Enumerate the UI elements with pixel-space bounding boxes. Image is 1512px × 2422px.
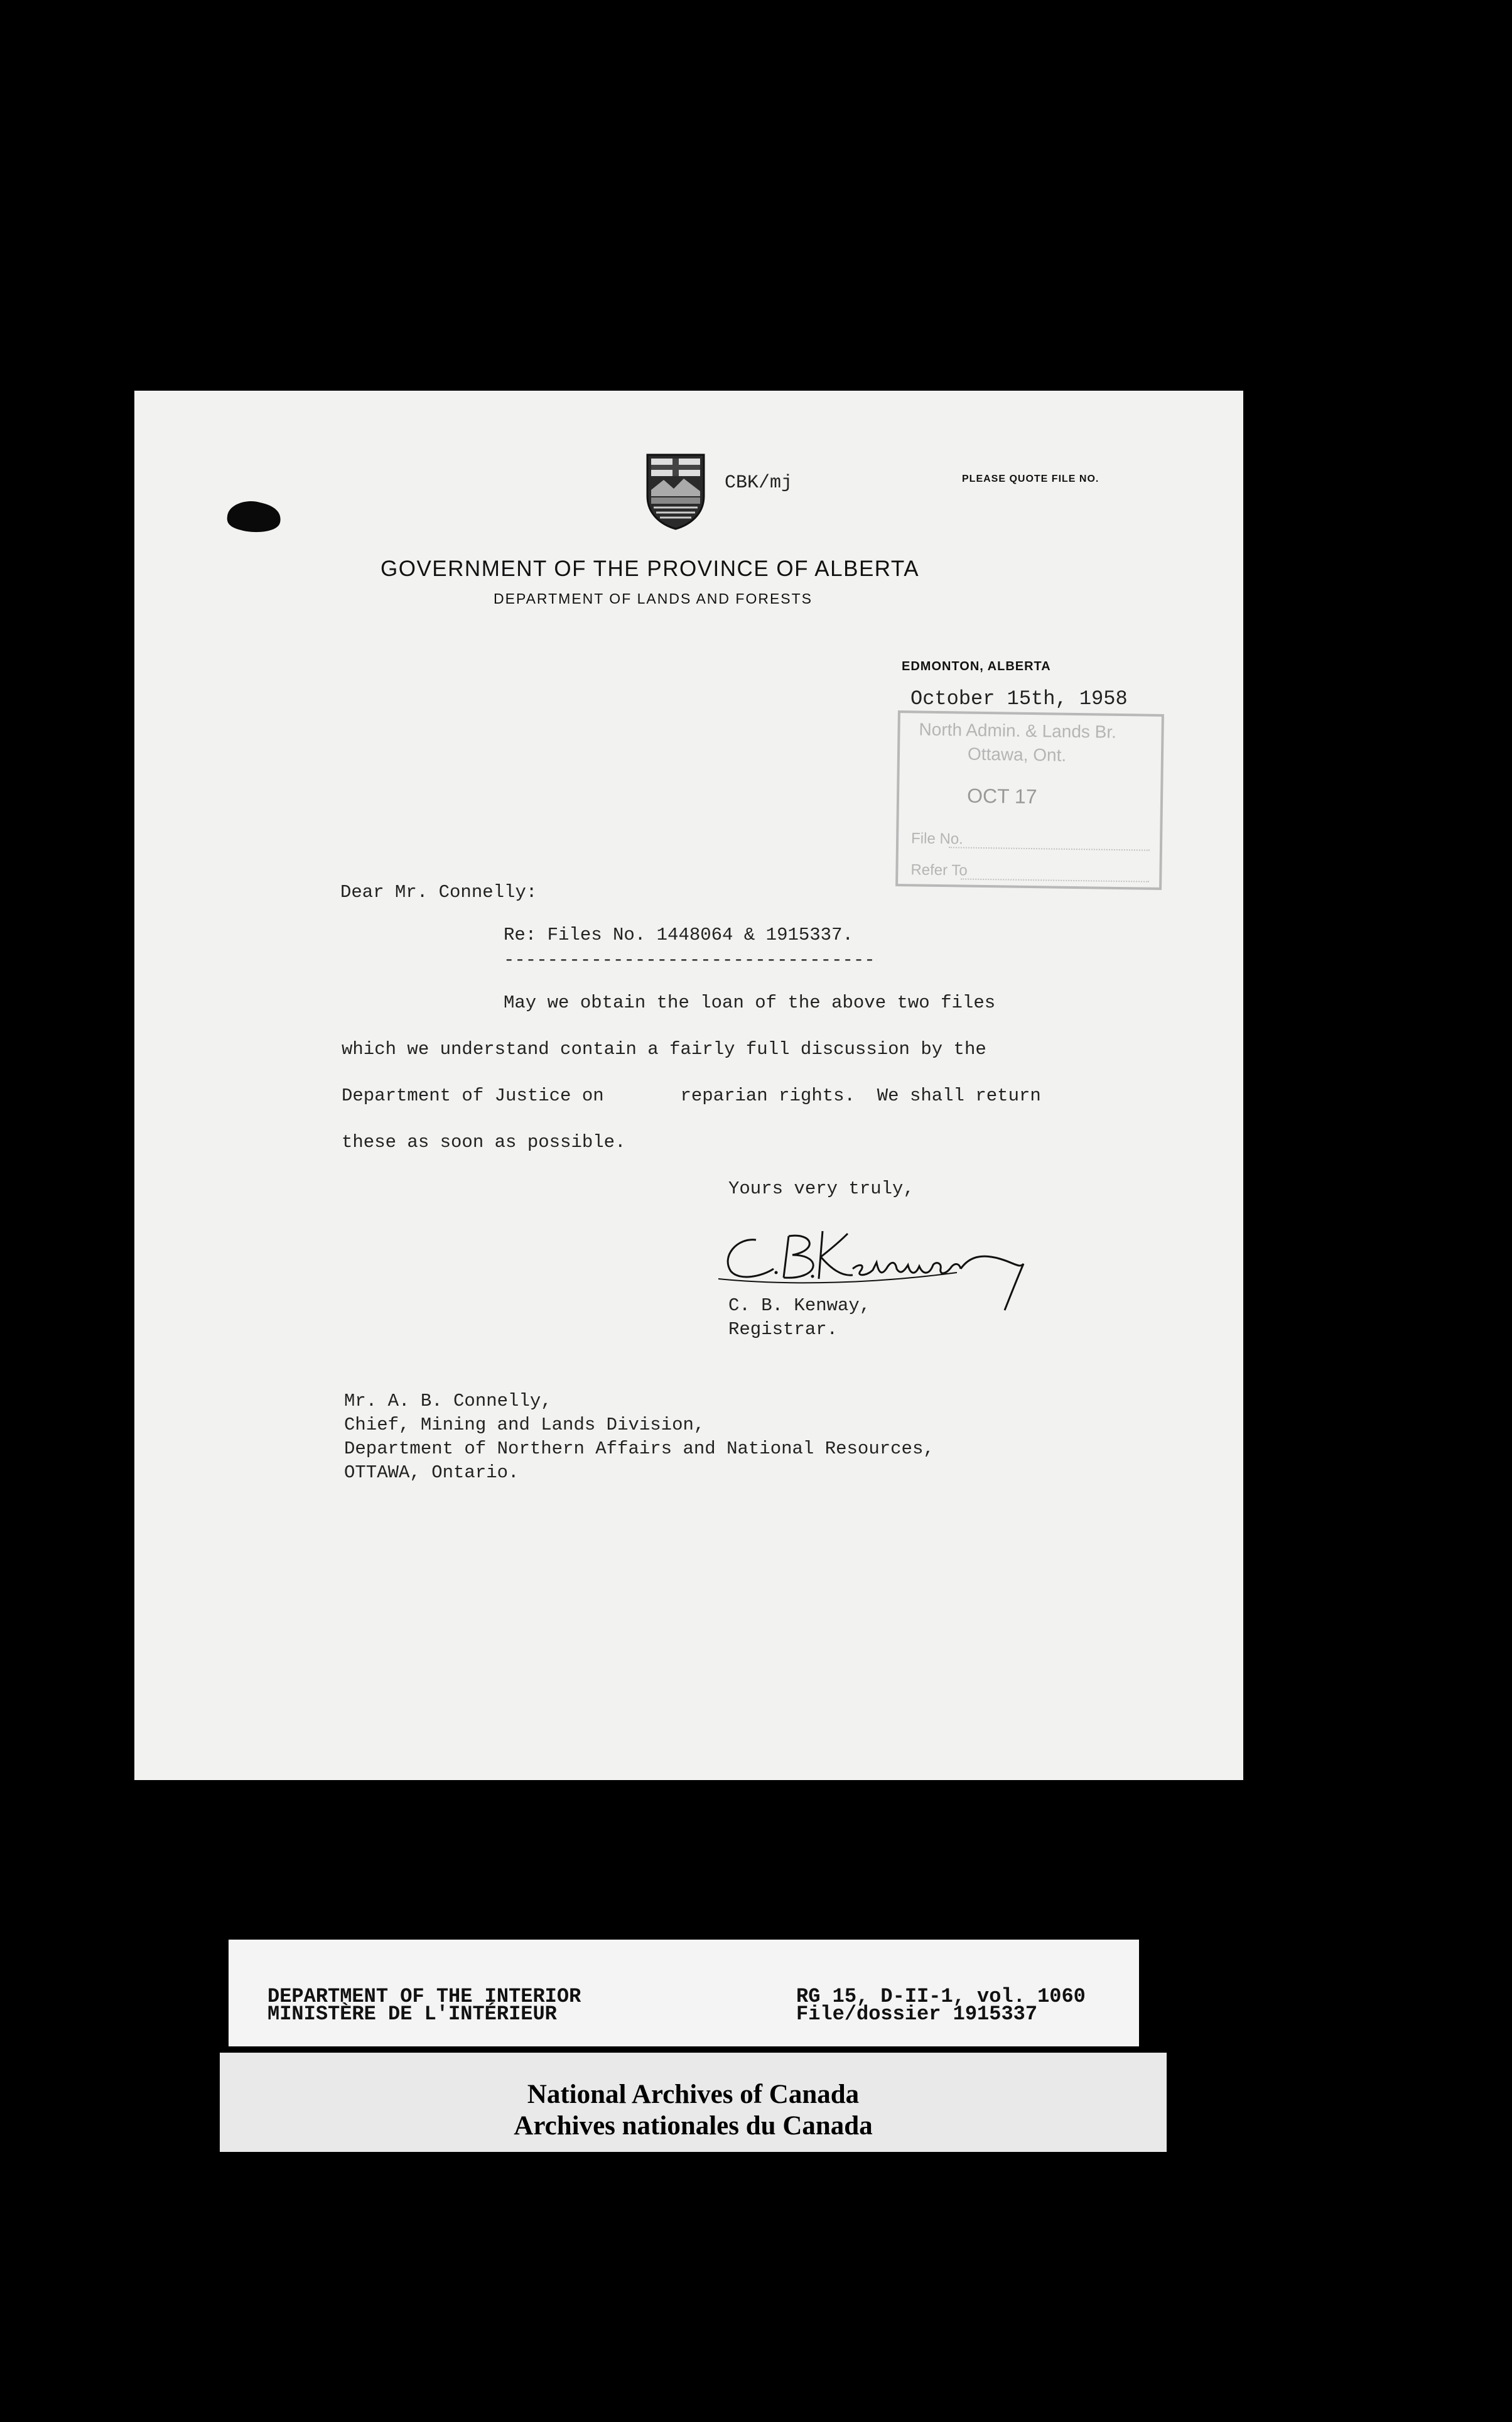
stamp-date: OCT 17	[966, 784, 1037, 808]
stamp-refer-rule	[961, 878, 1149, 882]
archives-name-label	[220, 2053, 1167, 2152]
paragraph-line: May we obtain the loan of the above two files	[504, 992, 996, 1013]
address-line: OTTAWA, Ontario.	[344, 1462, 519, 1483]
archives-name-french: Archives nationales du Canada	[514, 2111, 873, 2141]
subject-underline: ----------------------------------	[504, 950, 875, 970]
stamp-file-label: File No.	[910, 830, 963, 848]
stamp-location: Ottawa, Ont.	[967, 744, 1067, 765]
paragraph-line: Department of Justice on reparian rights. We shall return	[342, 1085, 1041, 1106]
letterhead-department: DEPARTMENT OF LANDS AND FORESTS	[494, 590, 813, 607]
letterhead-government: GOVERNMENT OF THE PROVINCE OF ALBERTA	[381, 557, 920, 581]
hole-punch-mark	[222, 497, 285, 535]
record-group: RG 15, D-II-1, vol. 1060	[796, 1985, 1086, 2008]
signatory-title: Registrar.	[728, 1319, 838, 1340]
archives-name-english: National Archives of Canada	[527, 2080, 860, 2109]
address-line: Mr. A. B. Connelly,	[344, 1391, 552, 1411]
letter-city: EDMONTON, ALBERTA	[902, 660, 1051, 673]
letter-date: October 15th, 1958	[910, 687, 1128, 710]
address-line: Department of Northern Affairs and National Resources,	[344, 1438, 934, 1459]
subject-line: Re: Files No. 1448064 & 1915337.	[504, 925, 853, 945]
paragraph-line: which we understand contain a fairly full discussion by the	[342, 1039, 986, 1060]
closing: Yours very truly,	[728, 1178, 914, 1199]
signatory-name: C. B. Kenway,	[728, 1295, 871, 1316]
department-english: DEPARTMENT OF THE INTERIOR	[267, 1985, 581, 2008]
archive-reference-label	[229, 1940, 1139, 2046]
department-french: MINISTÈRE DE L'INTÉRIEUR	[267, 2002, 557, 2026]
stamp-branch: North Admin. & Lands Br.	[919, 719, 1117, 742]
alberta-crest-icon	[645, 452, 706, 530]
reference-initials: CBK/mj	[725, 472, 793, 494]
address-line: Chief, Mining and Lands Division,	[344, 1415, 705, 1435]
letter-page	[134, 391, 1243, 1780]
received-stamp	[895, 710, 1164, 890]
stamp-refer-label: Refer To	[910, 861, 968, 879]
paragraph-line: these as soon as possible.	[342, 1132, 626, 1153]
salutation: Dear Mr. Connelly:	[340, 882, 537, 903]
stamp-file-rule	[949, 847, 1150, 850]
file-number: File/dossier 1915337	[796, 2002, 1038, 2026]
quote-file-notice: PLEASE QUOTE FILE NO.	[962, 474, 1099, 484]
